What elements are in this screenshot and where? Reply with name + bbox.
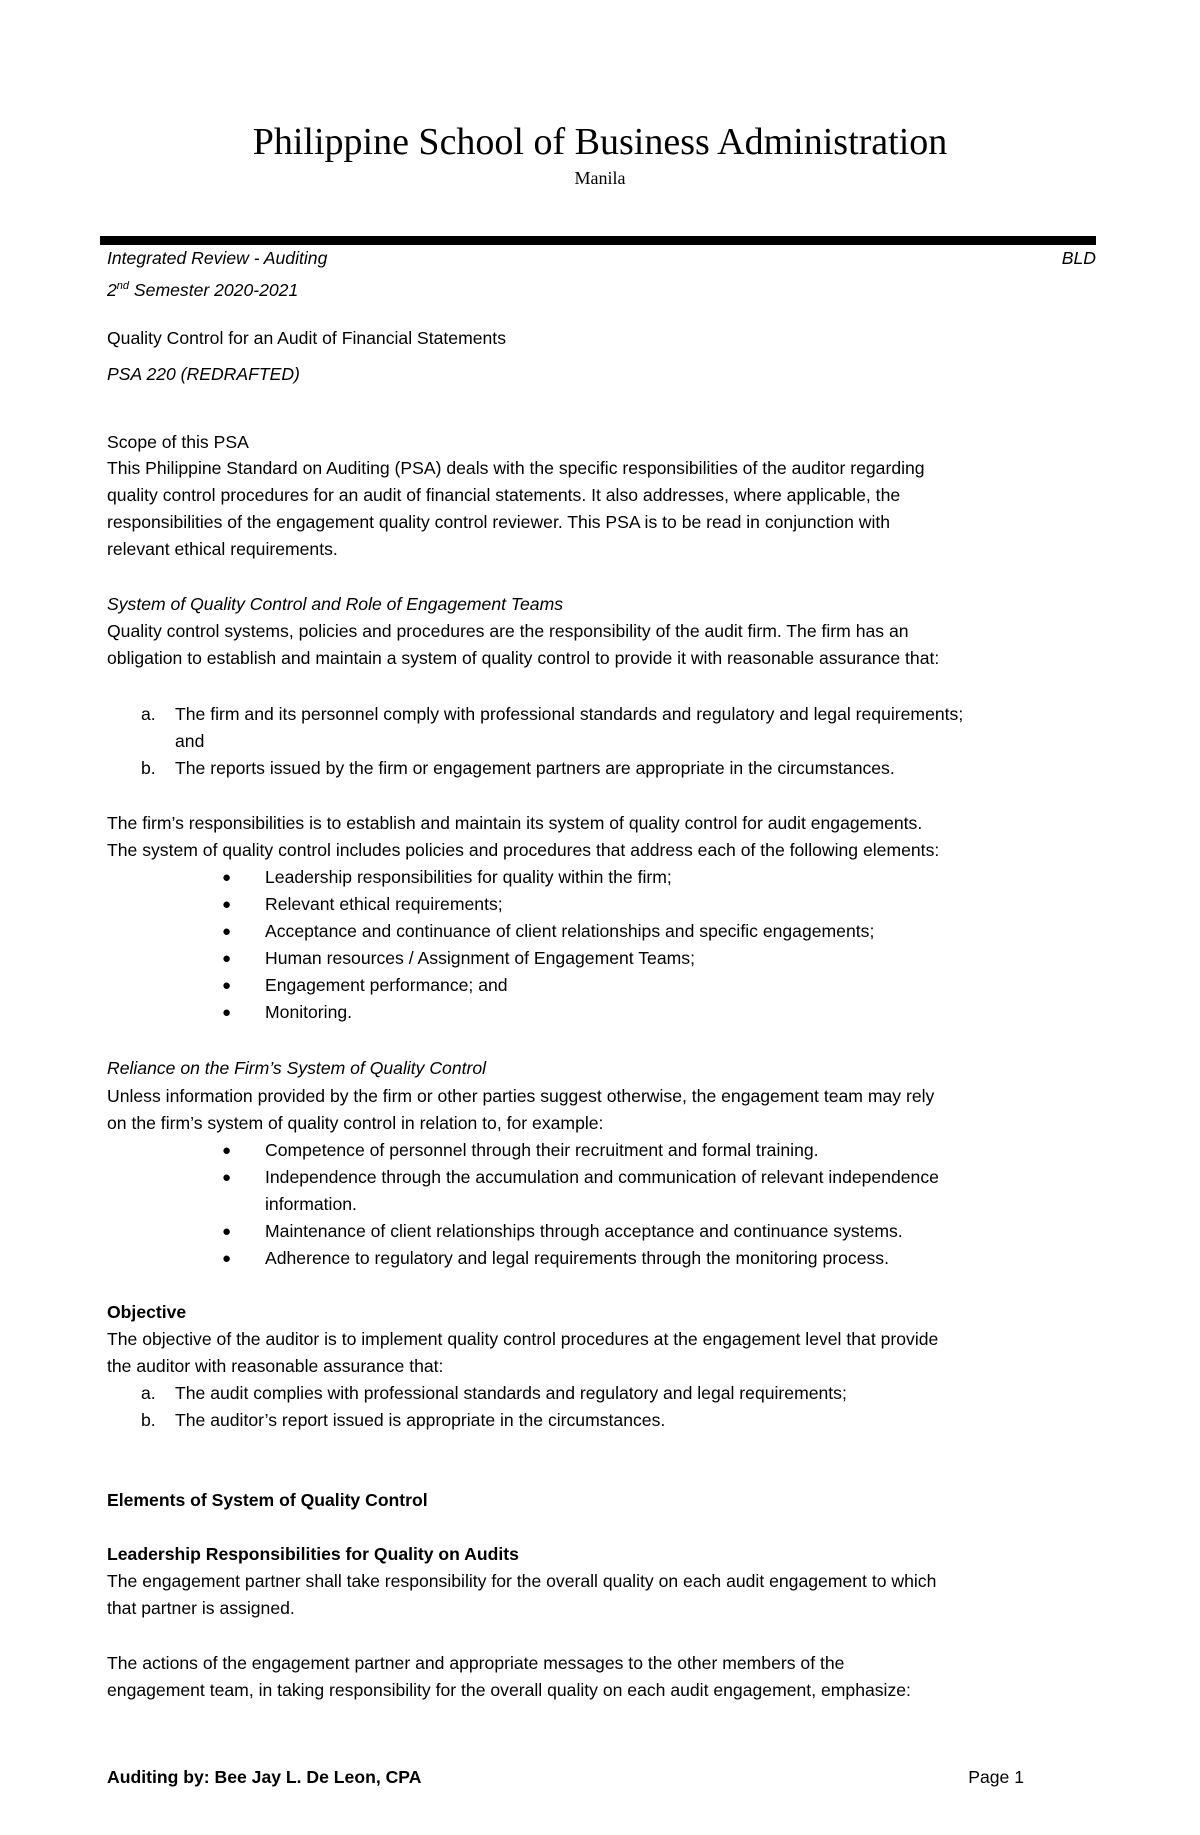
- system-line: obligation to establish and maintain a system of quality control to provide it with reasonable assurance that:: [107, 648, 940, 668]
- bullet-icon: ●: [222, 950, 232, 967]
- list-item: The audit complies with professional standards and regulatory and legal requirements;: [175, 1383, 847, 1403]
- system-para: The system of quality control includes policies and procedures that address each of the following elements:: [107, 840, 940, 860]
- elements-heading: Elements of System of Quality Control: [107, 1490, 428, 1510]
- objective-line: the auditor with reasonable assurance that:: [107, 1356, 444, 1376]
- list-item: The firm and its personnel comply with professional standards and regulatory and legal requirements;: [175, 704, 964, 724]
- list-item: Monitoring.: [265, 1002, 353, 1022]
- list-item: Relevant ethical requirements;: [265, 894, 503, 914]
- leadership-line: engagement team, in taking responsibility for the overall quality on each audit engagement, emphasize:: [107, 1680, 911, 1700]
- scope-line: This Philippine Standard on Auditing (PSA) deals with the specific responsibilities of the auditor regarding: [107, 458, 925, 478]
- list-item: Adherence to regulatory and legal requirements through the monitoring process.: [265, 1248, 889, 1268]
- list-marker: b.: [141, 1410, 156, 1430]
- leadership-line: that partner is assigned.: [107, 1598, 295, 1618]
- bullet-icon: ●: [222, 1142, 232, 1159]
- leadership-line: The actions of the engagement partner and appropriate messages to the other members of the: [107, 1653, 845, 1673]
- reliance-line: Unless information provided by the firm or other parties suggest otherwise, the engagement team may rely: [107, 1086, 935, 1106]
- objective-line: The objective of the auditor is to implement quality control procedures at the engagement level that provide: [107, 1329, 939, 1349]
- document-title: Quality Control for an Audit of Financial Statements: [107, 328, 506, 348]
- scope-heading: Scope of this PSA: [107, 432, 249, 452]
- list-item: Maintenance of client relationships through acceptance and continuance systems.: [265, 1221, 903, 1241]
- semester: [107, 273, 1097, 304]
- author-initials: BLD: [1061, 248, 1096, 268]
- bullet-icon: ●: [222, 1169, 232, 1186]
- system-line: Quality control systems, policies and procedures are the responsibility of the audit firm. The firm has an: [107, 621, 909, 641]
- list-item-continuation: and: [175, 731, 205, 751]
- leadership-heading: Leadership Responsibilities for Quality on Audits: [107, 1544, 519, 1564]
- institution-name: Philippine School of Business Administration: [252, 121, 948, 163]
- reliance-line: on the firm’s system of quality control in relation to, for example:: [107, 1113, 604, 1133]
- bullet-icon: ●: [222, 923, 232, 940]
- list-item: The reports issued by the firm or engagement partners are appropriate in the circumstances.: [175, 758, 895, 778]
- list-item: The auditor’s report issued is appropriate in the circumstances.: [175, 1410, 666, 1430]
- bullet-icon: ●: [222, 1223, 232, 1240]
- footer-author: Auditing by: Bee Jay L. De Leon, CPA: [107, 1767, 422, 1787]
- header-rule: [100, 236, 1096, 245]
- objective-heading: Objective: [107, 1302, 187, 1322]
- scope-line: quality control procedures for an audit of financial statements. It also addresses, where applicable, the: [107, 485, 901, 505]
- list-item: Competence of personnel through their recruitment and formal training.: [265, 1140, 819, 1160]
- reliance-heading: Reliance on the Firm’s System of Quality Control: [107, 1058, 487, 1078]
- list-item: Acceptance and continuance of client relationships and specific engagements;: [265, 921, 875, 941]
- system-para: The firm’s responsibilities is to establish and maintain its system of quality control for audit engagements.: [107, 813, 923, 833]
- course-name: Integrated Review - Auditing: [107, 248, 328, 268]
- system-heading: System of Quality Control and Role of Engagement Teams: [107, 594, 564, 614]
- list-marker: a.: [141, 704, 156, 724]
- semester-suffix: nd: [116, 280, 130, 292]
- bullet-icon: ●: [222, 1004, 232, 1021]
- bullet-icon: ●: [222, 977, 232, 994]
- psa-number: PSA 220 (REDRAFTED): [107, 364, 300, 384]
- list-item: Leadership responsibilities for quality within the firm;: [265, 867, 672, 887]
- bullet-icon: ●: [222, 1250, 232, 1267]
- leadership-line: The engagement partner shall take responsibility for the overall quality on each audit engagement to which: [107, 1571, 937, 1591]
- institution-city: Manila: [574, 168, 626, 188]
- scope-line: responsibilities of the engagement quality control reviewer. This PSA is to be read in conjunction with: [107, 512, 891, 532]
- list-marker: b.: [141, 758, 156, 778]
- list-marker: a.: [141, 1383, 156, 1403]
- semester-text: Semester 2020-2021: [129, 279, 299, 300]
- list-item-continuation: information.: [265, 1194, 357, 1214]
- page-number: Page 1: [968, 1767, 1024, 1787]
- list-item: Engagement performance; and: [265, 975, 508, 995]
- list-item: Independence through the accumulation and communication of relevant independence: [265, 1167, 939, 1187]
- bullet-icon: ●: [222, 869, 232, 886]
- scope-line: relevant ethical requirements.: [107, 539, 338, 559]
- list-item: Human resources / Assignment of Engagement Teams;: [265, 948, 695, 968]
- bullet-icon: ●: [222, 896, 232, 913]
- semester-ordinal: 2: [107, 279, 117, 300]
